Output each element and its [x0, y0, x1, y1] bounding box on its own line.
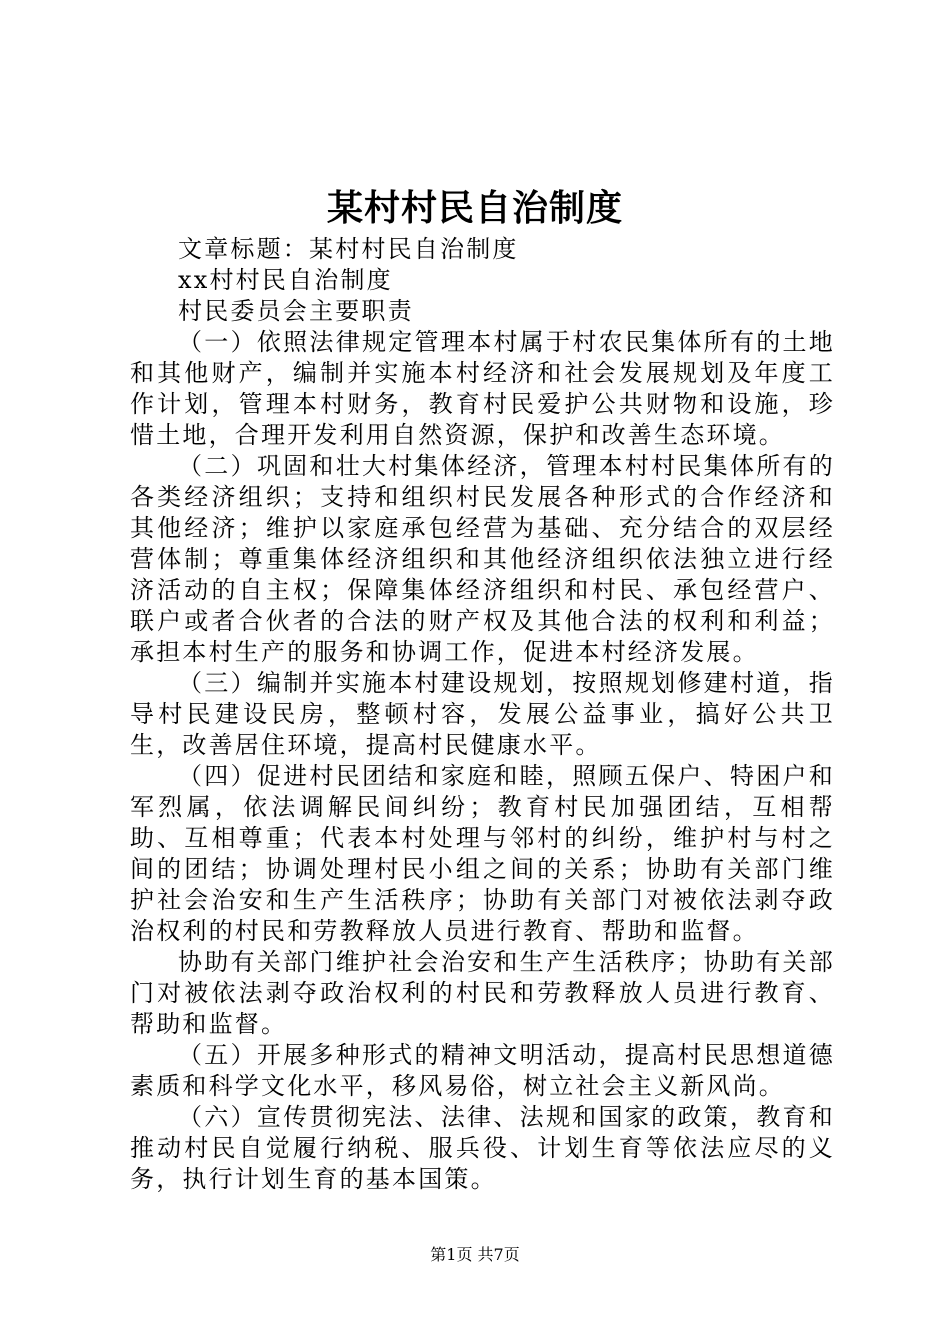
- document-title: 某村村民自治制度: [326, 187, 623, 229]
- paragraph-subtitle: xx村村民自治制度: [178, 266, 393, 294]
- paragraph-section-heading: 村民委员会主要职责: [178, 297, 414, 325]
- paragraph-item-3: （三）编制并实施本村建设规划，按照规划修建村道，指导村民建设民房，整顿村容，发展公益事业，搞好公共卫生，改善居住环境，提高村民健康水平。: [130, 669, 835, 759]
- paragraph-item-2: （二）巩固和壮大村集体经济，管理本村村民集体所有的各类经济组织；支持和组织村民发展各种形式的合作经济和其他经济；维护以家庭承包经营为基础、充分结合的双层经营体制；尊重集体经济组织和其他经济组织依法独立进行经济活动的自主权；保障集体经济组织和村民、承包经营户、联户或者合伙者的合法的财产权及其他合法的权利和利益；承担本村生产的服务和协调工作，促进本村经济发展。: [130, 452, 835, 666]
- paragraph-item-6: （六）宣传贯彻宪法、法律、法规和国家的政策，教育和推动村民自觉履行纳税、服兵役、计划生育等依法应尽的义务，执行计划生育的基本国策。: [130, 1103, 835, 1193]
- paragraph-item-1: （一）依照法律规定管理本村属于村农民集体所有的土地和其他财产，编制并实施本村经济和社会发展规划及年度工作计划，管理本村财务，教育村民爱护公共财物和设施，珍惜土地，合理开发利用自然资源，保护和改善生态环境。: [130, 328, 835, 449]
- paragraph-item-4: （四）促进村民团结和家庭和睦，照顾五保户、特困户和军烈属，依法调解民间纠纷；教育村民加强团结，互相帮助、互相尊重；代表本村处理与邻村的纠纷，维护村与村之间的团结；协调处理村民小组之间的关系；协助有关部门维护社会治安和生产生活秩序；协助有关部门对被依法剥夺政治权利的村民和劳教释放人员进行教育、帮助和监督。: [130, 762, 835, 945]
- paragraph-item-4-note: 协助有关部门维护社会治安和生产生活秩序；协助有关部门对被依法剥夺政治权利的村民和劳教释放人员进行教育、帮助和监督。: [130, 948, 835, 1038]
- paragraph-article-title: 文章标题：某村村民自治制度: [178, 235, 519, 263]
- paragraph-item-5: （五）开展多种形式的精神文明活动，提高村民思想道德素质和科学文化水平，移风易俗，树立社会主义新风尚。: [130, 1041, 835, 1100]
- document-body: [130, 234, 835, 1195]
- page-footer: 第1页 共7页: [430, 1245, 520, 1264]
